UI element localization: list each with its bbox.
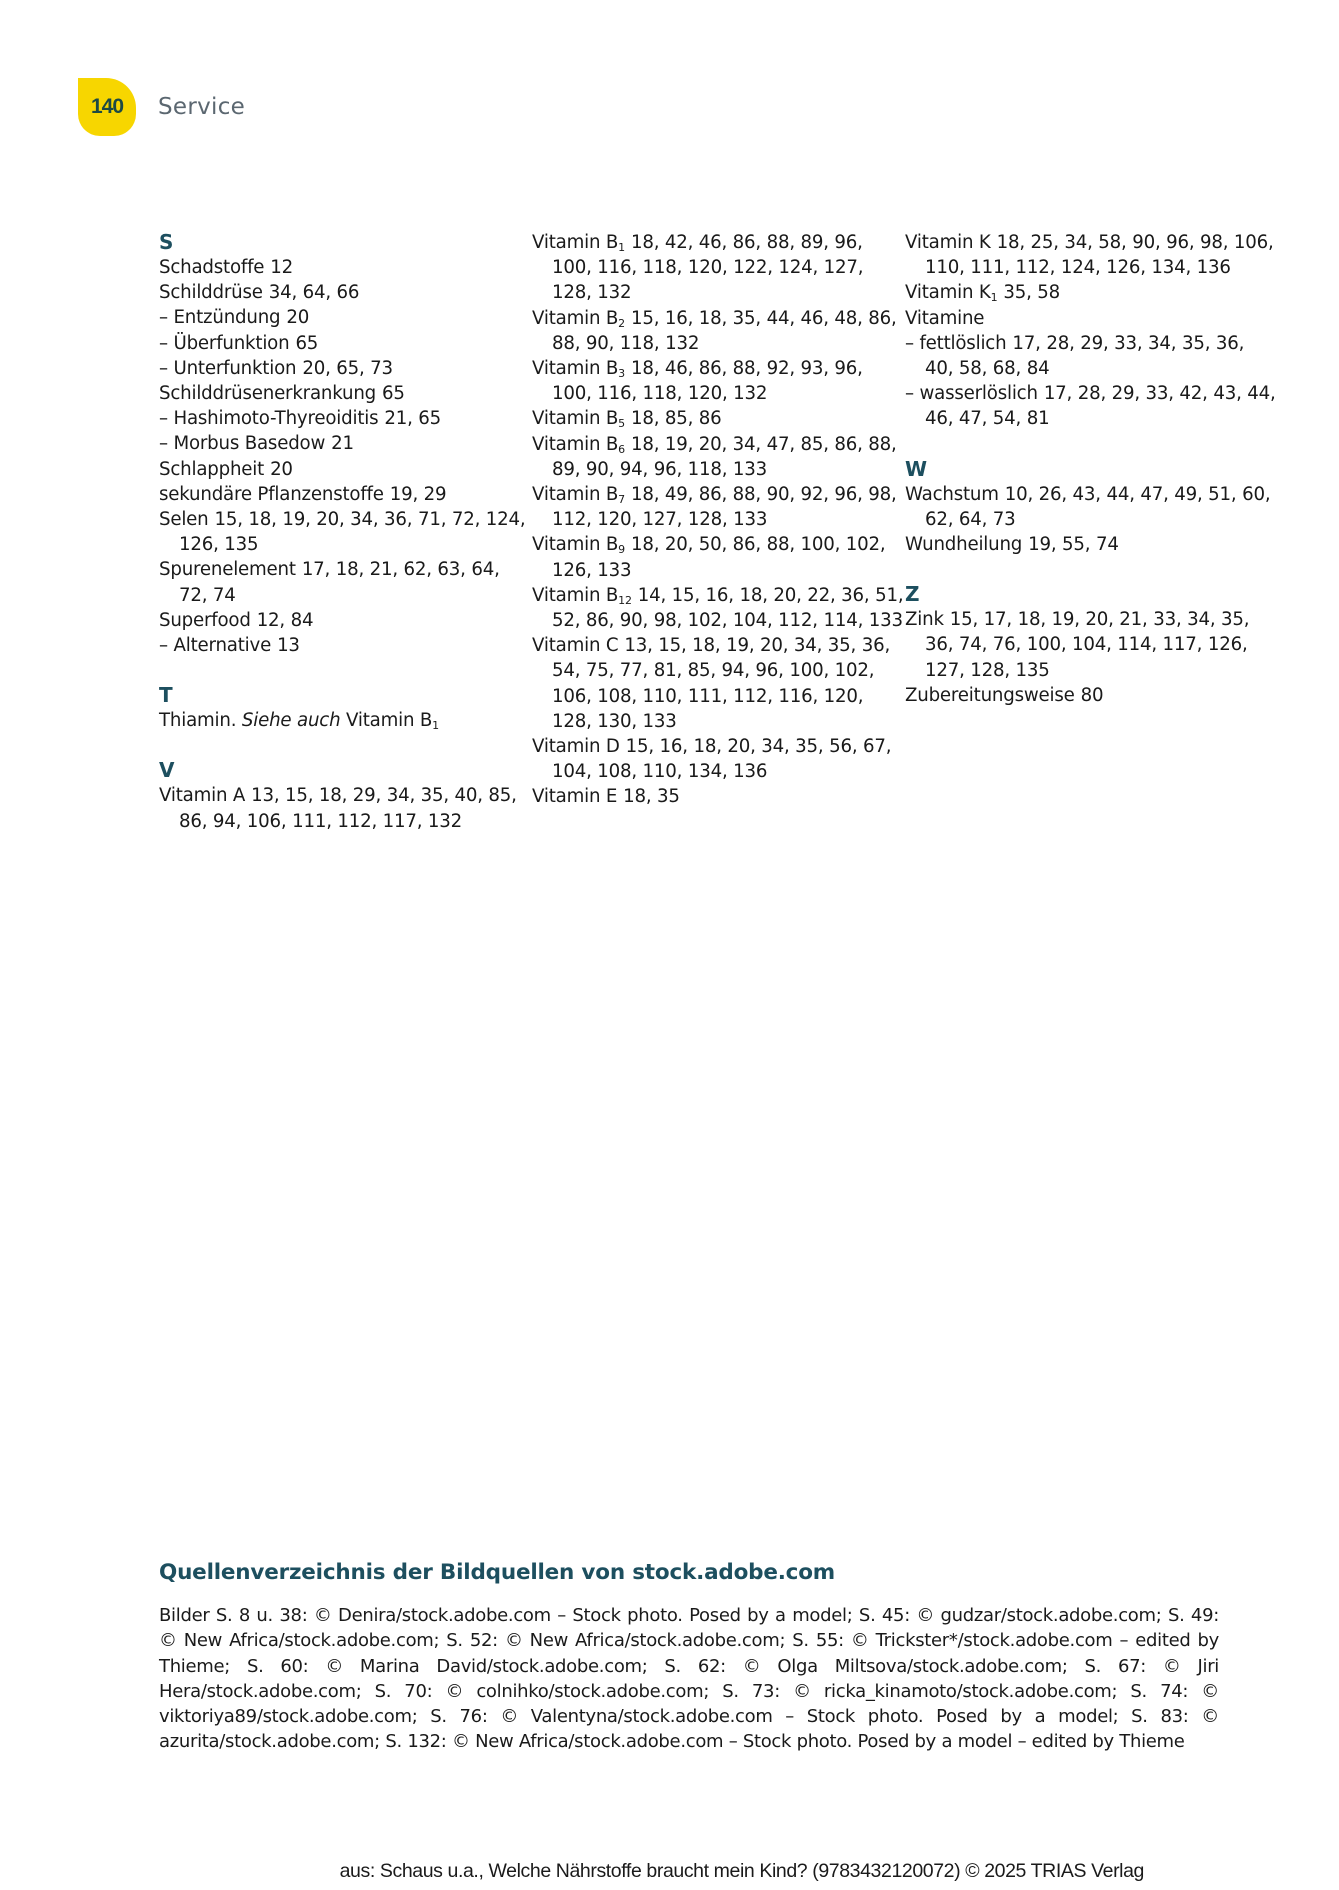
letter-heading: Z — [905, 582, 920, 607]
entry-term: Wachstum — [905, 483, 999, 505]
sources-heading: Quellenverzeichnis der Bildquellen von stock.adobe.com — [159, 1560, 835, 1585]
index-entry — [159, 482, 532, 507]
entry-pages: 20 — [270, 458, 293, 480]
index-entry — [532, 230, 905, 306]
entry-pages: 12 — [270, 257, 294, 278]
index-entry — [905, 607, 1278, 683]
index-subentry — [905, 381, 1278, 431]
index-entry — [159, 783, 532, 833]
entry-term: Schilddrüsenerkrankung — [159, 383, 376, 405]
index-entry — [159, 608, 532, 633]
entry-term: Vitamin E — [532, 786, 618, 808]
entry-term: Superfood — [159, 609, 251, 631]
subscript: 5 — [618, 417, 625, 431]
index-entry — [905, 280, 1278, 305]
letter-group-w — [905, 457, 1278, 558]
entry-pages: 65 — [295, 332, 319, 354]
entry-term: Vitamin B — [532, 433, 619, 455]
letter-group-v — [159, 758, 532, 833]
entry-pages: 13, 15, 18, 19, 20, 34, 35, 36, 54, 75, 77, 81, 85, 94, 96, 100, 102, 106, 108, 110, 111, 112, 116, 120, 128, 130, 133 — [552, 635, 891, 732]
index-entry — [159, 280, 532, 305]
entry-term: Spurenelement — [159, 559, 296, 581]
entry-term: Selen — [159, 509, 209, 531]
index-subentry — [159, 431, 532, 456]
entry-term: Vitamin K — [905, 282, 991, 304]
index-subentry — [905, 331, 1278, 381]
entry-pages: 18, 85, 86 — [630, 408, 722, 430]
letter-group-s — [159, 230, 532, 658]
subscript: 12 — [618, 593, 632, 607]
entry-term: Vitamin B — [532, 232, 619, 253]
letter-heading: S — [159, 230, 174, 254]
entry-term: Schlappheit — [159, 458, 265, 480]
entry-pages: 13 — [277, 635, 300, 657]
index-entry — [532, 583, 905, 633]
section-title: Service — [158, 94, 246, 120]
index-subentry — [159, 356, 532, 381]
index-entry-cross-reference — [159, 708, 532, 733]
entry-pages: 15, 18, 19, 20, 34, 36, 71, 72, 124, 126, 135 — [179, 509, 526, 556]
index-entry — [159, 457, 532, 482]
letter-heading: T — [159, 683, 173, 708]
entry-pages: 17, 28, 29, 33, 42, 43, 44, 46, 47, 54, 81 — [925, 383, 1276, 430]
entry-pages: 10, 26, 43, 44, 47, 49, 51, 60, 62, 64, 73 — [925, 483, 1271, 530]
see-also-target: Vitamin B — [346, 710, 433, 732]
entry-term: Vitamine — [905, 307, 985, 329]
entry-pages: 15, 16, 18, 20, 34, 35, 56, 67, 104, 108, 110, 134, 136 — [552, 736, 892, 783]
subscript: 2 — [618, 316, 625, 330]
entry-term: – Alternative — [159, 635, 272, 657]
page-header — [78, 78, 245, 136]
index-entry — [159, 557, 532, 607]
index-entry — [905, 532, 1278, 557]
entry-term: Wundheilung — [905, 534, 1023, 556]
index-entry — [532, 406, 905, 431]
letter-heading: V — [159, 758, 175, 783]
entry-term: – Überfunktion — [159, 332, 290, 354]
letter-group-z — [905, 582, 1278, 708]
entry-pages: 14, 15, 16, 18, 20, 22, 36, 51, 52, 86, 90, 98, 102, 104, 112, 114, 133 — [552, 584, 904, 632]
entry-pages: 20 — [286, 307, 310, 329]
subscript: 7 — [618, 493, 625, 507]
entry-term: Schilddrüse — [159, 282, 263, 304]
index-entry — [159, 507, 532, 557]
entry-pages: 18, 35 — [623, 786, 680, 808]
entry-pages: 20, 65, 73 — [302, 357, 393, 379]
index-entry — [532, 432, 905, 482]
letter-heading: W — [905, 456, 927, 481]
entry-term: Vitamin K — [905, 232, 991, 253]
index-column-2 — [532, 230, 905, 859]
index-entry — [532, 734, 905, 784]
index-subentry — [159, 305, 532, 330]
entry-term: Schadstoffe — [159, 257, 265, 278]
entry-pages: 18, 25, 34, 58, 90, 96, 98, 106, 110, 111, 112, 124, 126, 134, 136 — [925, 232, 1274, 279]
entry-term: Zubereitungsweise — [905, 684, 1075, 706]
index-entry — [532, 356, 905, 406]
entry-term: – Hashimoto-Thyreoiditis — [159, 408, 379, 430]
entry-term: Vitamin B — [532, 408, 619, 430]
index-subentry — [159, 331, 532, 356]
entry-pages: 13, 15, 18, 29, 34, 35, 40, 85, 86, 94, 106, 111, 112, 117, 132 — [179, 785, 517, 832]
entry-pages: 12, 84 — [256, 609, 314, 631]
entry-term: Vitamin C — [532, 635, 619, 657]
entry-pages: 17, 18, 21, 62, 63, 64, 72, 74 — [179, 559, 500, 606]
subscript: 6 — [618, 442, 625, 456]
index — [159, 230, 1278, 859]
page-number-badge: 140 — [78, 78, 136, 136]
image-sources-section — [159, 1560, 1219, 1755]
entry-pages: 35, 58 — [1003, 282, 1061, 304]
letter-group-v-continued — [532, 230, 905, 810]
entry-pages: 80 — [1080, 684, 1104, 706]
see-also-label: Siehe auch — [241, 710, 341, 732]
entry-pages: 15, 16, 18, 35, 44, 46, 48, 86, 88, 90, 118, 132 — [552, 307, 897, 354]
entry-pages: 18, 42, 46, 86, 88, 89, 96, 100, 116, 118, 120, 122, 124, 127, 128, 132 — [552, 232, 864, 304]
index-entry — [905, 482, 1278, 532]
entry-term: Vitamin D — [532, 736, 620, 758]
entry-term: Vitamin B — [532, 584, 619, 606]
entry-pages: 15, 17, 18, 19, 20, 21, 33, 34, 35, 36, 74, 76, 100, 104, 114, 117, 126, 127, 128, 135 — [925, 609, 1250, 681]
entry-term: – Morbus Basedow — [159, 433, 326, 455]
entry-term: Thiamin. — [159, 710, 237, 732]
entry-pages: 18, 46, 86, 88, 92, 93, 96, 100, 116, 118, 120, 132 — [552, 358, 863, 405]
letter-group-v-continued — [905, 230, 1278, 432]
entry-pages: 18, 49, 86, 88, 90, 92, 96, 98, 112, 120, 127, 128, 133 — [552, 484, 897, 531]
entry-pages: 34, 64, 66 — [268, 282, 360, 304]
entry-term: – wasserlöslich — [905, 383, 1038, 405]
entry-pages: 19, 29 — [389, 483, 447, 505]
index-entry — [159, 255, 532, 280]
entry-term: Vitamin B — [532, 307, 619, 329]
entry-pages: 21 — [331, 433, 354, 455]
letter-group-t — [159, 683, 532, 733]
subscript: 1 — [432, 719, 439, 733]
index-column-1 — [159, 230, 532, 859]
entry-pages: 21, 65 — [384, 408, 442, 430]
index-entry — [905, 306, 1278, 331]
index-entry — [532, 306, 905, 356]
index-subentry — [159, 633, 532, 658]
index-column-3 — [905, 230, 1278, 859]
index-entry — [532, 633, 905, 734]
entry-pages: 18, 19, 20, 34, 47, 85, 86, 88, 89, 90, 94, 96, 118, 133 — [552, 433, 897, 480]
subscript: 3 — [618, 367, 625, 381]
index-entry — [532, 532, 905, 582]
entry-term: Vitamin B — [532, 484, 619, 506]
index-entry — [159, 381, 532, 406]
entry-term: Vitamin A — [159, 785, 246, 807]
entry-term: Vitamin B — [532, 358, 619, 380]
subscript: 1 — [618, 241, 625, 254]
entry-term: sekundäre Pflanzenstoffe — [159, 483, 384, 505]
index-subentry — [159, 406, 532, 431]
entry-term: Zink — [905, 609, 944, 631]
entry-term: – fettlöslich — [905, 332, 1007, 354]
subscript: 1 — [990, 291, 998, 305]
index-entry — [905, 683, 1278, 708]
entry-pages: 19, 55, 74 — [1028, 534, 1119, 556]
entry-pages: 65 — [382, 383, 405, 405]
entry-pages: 18, 20, 50, 86, 88, 100, 102, 126, 133 — [552, 534, 886, 581]
index-entry — [905, 230, 1278, 280]
entry-pages: 17, 28, 29, 33, 34, 35, 36, 40, 58, 68, 84 — [925, 332, 1245, 380]
footer-citation: aus: Schaus u.a., Welche Nährstoffe braucht mein Kind? (9783432120072) © 2025 TRIAS Verlag — [339, 1860, 1144, 1882]
sources-text: Bilder S. 8 u. 38: © Denira/stock.adobe.com – Stock photo. Posed by a model; S. 45: © gudzar/stock.adobe.com; S. 49: © New Africa/stock.adobe.com; S. 52: © New Africa/stock.adobe.com; S. 55: © Trickster*/stock.adobe.com – edited by Thieme; S. 60: © Marina David/stock.adobe.com; S. 62: © Olga Miltsova/stock.adobe.com; S. 67: © Jiri Hera/stock.adobe.com; S. 70: © colnihko/stock.adobe.com; S. 73: © ricka_kinamoto/stock.adobe.com; S. 74: © viktoriya89/stock.adobe.com; S. 76: © Valentyna/stock.adobe.com – Stock photo. Posed by a model; S. 83: © azurita/stock.adobe.com; S. 132: © New Africa/stock.adobe.com – Stock photo. Posed by a model – edited by Thieme — [159, 1605, 1219, 1753]
index-entry — [532, 482, 905, 532]
entry-term: – Unterfunktion — [159, 357, 297, 379]
subscript: 9 — [618, 543, 625, 557]
entry-term: – Entzündung — [159, 307, 281, 329]
entry-term: Vitamin B — [532, 534, 619, 556]
index-entry — [532, 784, 905, 809]
